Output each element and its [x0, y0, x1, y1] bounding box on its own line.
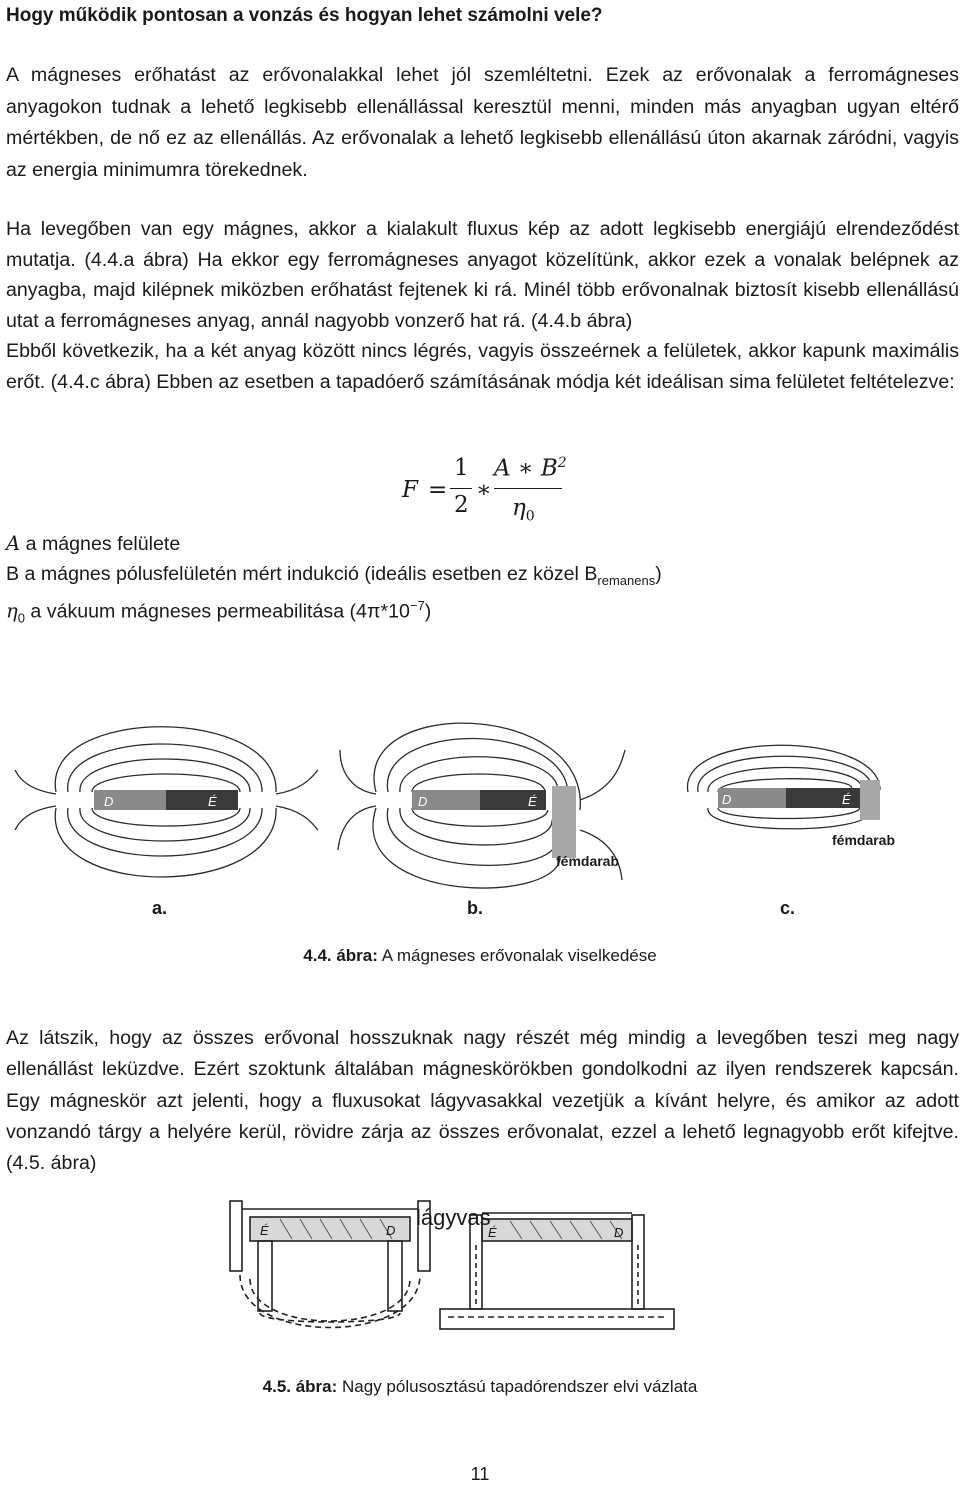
figure-4-4-field-lines: [0, 690, 960, 930]
figure-letter-c: c.: [780, 898, 796, 918]
definition-b: B a mágnes pólusfelületén mért indukció (ideális esetben ez közel $B_{remanens}$): [6, 563, 662, 588]
figure-letter-b: b.: [467, 898, 483, 918]
figure-4-5-soft-iron: [220, 1195, 720, 1375]
pole-d-b: D: [418, 794, 428, 809]
formula-equals: =: [428, 477, 448, 503]
formula-half-denominator: 2: [454, 492, 469, 518]
formula-half-bar: [450, 488, 472, 489]
label-soft-iron: lágyvas: [416, 1205, 491, 1230]
paragraph-max-force: Ebből következik, ha a két anyag között nincs légrés, vagyis összeérnek a felületek, akkor kapunk maximális erőt. (4.4.c ábra) Ebben az esetben a tapadóerő számításának módja két ideálisan sima felületet feltételezve:: [6, 340, 959, 393]
figure-letter-a: a.: [152, 898, 168, 918]
definition-a: A a mágnes felülete: [6, 532, 181, 555]
pole-d-c: D: [722, 792, 732, 807]
pole-d-fig2a: D: [386, 1223, 396, 1238]
paragraph-air-magnet: Ha levegőben van egy mágnes, akkor a kialakult fluxus kép az adott legkisebb energiájú elrendeződést mutatja. (4.4.a ábra) Ha ekkor egy ferromágneses anyagot közelítünk, akkor ezek a vonalak belépnek az anyagba, majd kilépnek miközben erőhatást fejtenek ki rá. Minél több erővonalnak biztosít kisebb ellenállású utat a ferromágneses anyag, annál nagyobb vonzerő hat rá. (4.4.b ábra): [6, 218, 959, 332]
symbol-definitions: [6, 528, 956, 626]
pole-e-b: É: [528, 794, 537, 809]
pole-e-a: É: [208, 794, 217, 809]
page-heading: Hogy működik pontosan a vonzás és hogyan lehet számolni vele?: [6, 5, 603, 26]
paragraph-magnetic-circuit: Az látszik, hogy az összes erővonal hosszuknak nagy részét még mindig a levegőben teszi meg nagy ellenállást leküzdve. Ezért szoktunk általában mágneskörökben gondolkodni az ilyen rendszerek kapcsán. Egy mágneskör azt jelenti, hogy a fluxusokat lágyvasakkal vezetjük a kívánt helyre, és amikor az adott vonzandó tárgy a helyére kerül, rövidre zárja az összes erővonalat, ezzel a lehető legnagyobb erőt kifejtve. (4.5. ábra): [6, 1027, 959, 1175]
label-metal-c: fémdarab: [832, 832, 896, 848]
formula-half-numerator: 1: [454, 455, 469, 481]
page-number: 11: [470, 1464, 490, 1484]
pole-e-c: É: [842, 792, 851, 807]
formula-denominator: $\eta_0$: [512, 495, 535, 525]
figure-4-4-caption: 4.4. ábra: A mágneses erővonalak viselkedése: [303, 946, 657, 965]
force-formula: [400, 455, 580, 530]
pole-d-fig2b: D: [614, 1225, 624, 1240]
pole-e-fig2a: É: [260, 1223, 269, 1238]
label-metal-b: fémdarab: [556, 853, 620, 869]
field-lines-c: [687, 745, 880, 829]
paragraph-intro: A mágneses erőhatást az erővonalakkal lehet jól szemléltetni. Ezek az erővonalak a ferromágneses anyagokon tudnak a lehető legkisebb ellenállással keresztül menni, minden más anyagban ugyan eltérő mértékben, de nő ez az ellenállás. Az erővonalak a lehető legkisebb ellenállású úton akarnak záródni, vagyis az energia minimumra törekednek.: [6, 64, 959, 181]
formula-multiply: ∗: [476, 477, 492, 503]
definition-eta: $\eta_0$ a vákuum mágneses permeabilitása $(4\pi*10^{-7})$: [6, 598, 432, 626]
formula-main-bar: [494, 488, 562, 489]
figure-4-5-caption: 4.5. ábra: Nagy pólusosztású tapadórendszer elvi vázlata: [262, 1377, 698, 1396]
formula-lhs: F: [402, 477, 418, 503]
pole-e-fig2b: É: [488, 1225, 497, 1240]
pole-d-a: D: [104, 794, 114, 809]
formula-numerator: A ∗ $B^2$: [494, 455, 567, 482]
paragraph-block: [6, 214, 959, 397]
